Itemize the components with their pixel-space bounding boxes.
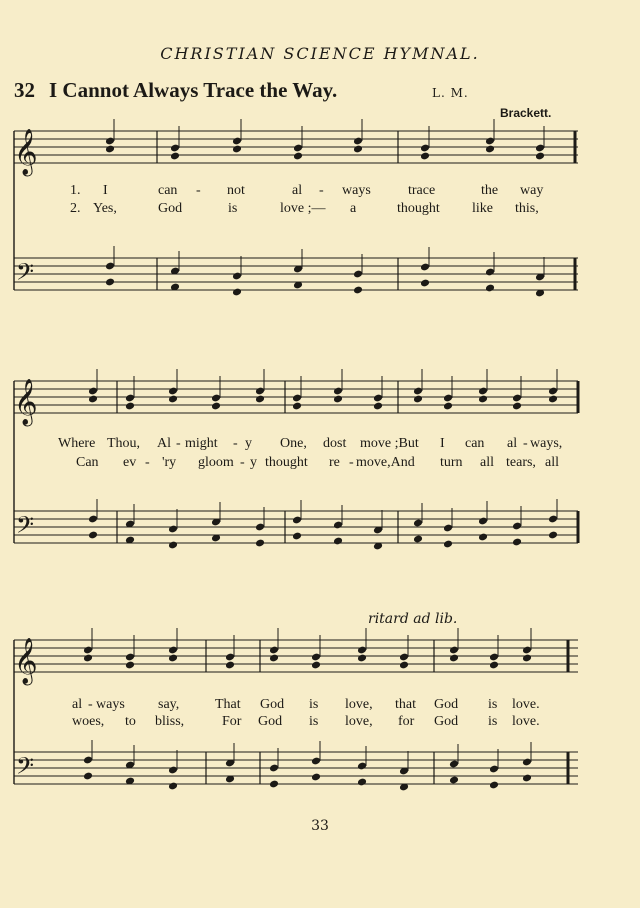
lyric-word: God — [434, 697, 459, 712]
note-head — [311, 661, 321, 670]
note-head — [489, 781, 499, 790]
note-head — [357, 654, 367, 663]
note-head — [211, 402, 221, 411]
note-head — [413, 395, 423, 404]
note-head — [88, 531, 98, 540]
note-head — [269, 654, 279, 663]
lyric-word: love, — [345, 697, 373, 712]
lyric-word: Yes, — [93, 201, 117, 216]
note-head — [373, 402, 383, 411]
note-head — [168, 541, 178, 550]
lyric-word: ways — [96, 697, 125, 712]
note-head — [225, 661, 235, 670]
lyric-word: - — [349, 455, 354, 470]
note-head — [522, 654, 532, 663]
note-head — [168, 654, 178, 663]
hymn-title-text: I Cannot Always Trace the Way. — [49, 78, 338, 102]
note-head — [269, 780, 279, 789]
lyric-word: Al — [157, 436, 171, 451]
note-head — [105, 145, 115, 154]
lyric-word: I — [440, 436, 445, 451]
note-head — [168, 395, 178, 404]
lyric-word: might — [185, 436, 218, 451]
note-head — [522, 774, 532, 783]
lyric-word: bliss, — [155, 714, 185, 729]
treble-clef-icon: 𝄞 — [14, 638, 38, 684]
note-head — [548, 531, 558, 540]
lyric-word: all — [480, 455, 494, 470]
lyric-word: 2. — [70, 201, 81, 216]
note-head — [489, 661, 499, 670]
lyric-word: is — [309, 697, 319, 712]
lyric-word: - — [176, 436, 181, 451]
note-head — [311, 773, 321, 782]
note-head — [292, 532, 302, 541]
lyric-word: dost — [323, 436, 347, 451]
lyric-word: - — [240, 455, 245, 470]
lyric-word: - — [88, 697, 93, 712]
bass-clef-icon: 𝄢 — [16, 258, 35, 291]
lyric-word: love. — [512, 714, 540, 729]
note-head — [125, 402, 135, 411]
tempo-marking: ritard ad lib. — [368, 611, 458, 627]
lyric-word: - — [233, 436, 238, 451]
note-head — [449, 654, 459, 663]
lyric-word: That — [215, 697, 241, 712]
lyric-word: not — [227, 183, 245, 198]
lyric-word: - — [145, 455, 150, 470]
note-head — [353, 286, 363, 295]
lyric-word: ways — [342, 183, 371, 198]
lyric-word: al — [292, 183, 303, 198]
note-head — [420, 279, 430, 288]
note-head — [420, 152, 430, 161]
lyric-word: God — [258, 714, 283, 729]
note-head — [478, 395, 488, 404]
lyric-word: love. — [512, 697, 540, 712]
note-head — [293, 152, 303, 161]
lyric-word: trace — [408, 183, 436, 198]
lyric-word: One, — [280, 436, 307, 451]
lyric-word: can — [158, 183, 178, 198]
treble-clef-icon: 𝄞 — [14, 129, 38, 175]
lyric-word: like — [472, 201, 493, 216]
lyric-word: I — [103, 183, 108, 198]
lyric-word: all — [545, 455, 559, 470]
note-head — [512, 538, 522, 547]
running-header: CHRISTIAN SCIENCE HYMNAL. — [160, 44, 480, 63]
note-head — [449, 776, 459, 785]
lyric-word: ev — [123, 455, 137, 470]
lyric-word: the — [481, 183, 499, 198]
lyric-word: Can — [76, 455, 99, 470]
note-head — [255, 539, 265, 548]
lyric-word: Where — [58, 436, 96, 451]
lyric-word: y — [250, 455, 257, 470]
bass-clef-icon: 𝄢 — [16, 511, 35, 544]
lyric-word: for — [398, 714, 415, 729]
note-head — [485, 284, 495, 293]
note-head — [232, 288, 242, 297]
hymn-number: 32 — [14, 78, 35, 102]
lyric-word: - — [196, 183, 201, 198]
lyric-word: can — [465, 436, 485, 451]
note-head — [485, 145, 495, 154]
lyric-word: thought — [265, 455, 308, 470]
note-head — [399, 661, 409, 670]
note-head — [255, 395, 265, 404]
composer-credit: Brackett. — [500, 106, 552, 120]
note-head — [83, 772, 93, 781]
note-head — [170, 152, 180, 161]
lyric-word: woes, — [72, 714, 105, 729]
note-head — [88, 395, 98, 404]
lyric-word: that — [395, 697, 416, 712]
lyric-word: way — [520, 183, 544, 198]
lyric-word: is — [488, 714, 498, 729]
lyric-word: to — [125, 714, 136, 729]
note-head — [232, 145, 242, 154]
lyric-word: God — [434, 714, 459, 729]
hymn-meter: L. M. — [432, 86, 469, 100]
note-head — [105, 278, 115, 287]
lyric-word: y — [245, 436, 252, 451]
note-head — [535, 152, 545, 161]
lyric-word: 'ry — [162, 455, 177, 470]
lyric-word: move ;But — [360, 436, 419, 451]
lyric-word: al — [507, 436, 518, 451]
note-head — [413, 535, 423, 544]
lyric-word: 1. — [70, 183, 81, 198]
bass-clef-icon: 𝄢 — [16, 752, 35, 785]
lyric-word: God — [260, 697, 285, 712]
note-head — [333, 537, 343, 546]
lyric-word: turn — [440, 455, 463, 470]
lyric-word: al — [72, 697, 83, 712]
note-head — [125, 661, 135, 670]
lyric-word: a — [350, 201, 357, 216]
lyric-word: is — [309, 714, 319, 729]
note-head — [478, 533, 488, 542]
note-head — [443, 402, 453, 411]
lyric-word: God — [158, 201, 183, 216]
lyric-word: - — [523, 436, 528, 451]
lyric-word: love, — [345, 714, 373, 729]
treble-clef-icon: 𝄞 — [14, 379, 38, 425]
note-head — [333, 395, 343, 404]
note-head — [548, 395, 558, 404]
page-number: 33 — [311, 818, 329, 834]
note-head — [353, 145, 363, 154]
note-head — [357, 778, 367, 787]
lyric-word: thought — [397, 201, 440, 216]
lyric-word: re — [329, 455, 340, 470]
lyric-word: gloom — [198, 455, 234, 470]
lyric-word: love ;— — [280, 201, 326, 216]
lyric-word: move,And — [356, 455, 415, 470]
lyric-word: is — [228, 201, 238, 216]
lyric-word: say, — [158, 697, 180, 712]
lyric-word: this, — [515, 201, 539, 216]
lyric-word: ways, — [530, 436, 563, 451]
lyric-word: For — [222, 714, 242, 729]
note-head — [443, 540, 453, 549]
lyric-word: is — [488, 697, 498, 712]
note-head — [83, 654, 93, 663]
lyric-word: - — [319, 183, 324, 198]
lyric-word: Thou, — [107, 436, 141, 451]
lyric-word: tears, — [506, 455, 536, 470]
note-head — [168, 782, 178, 791]
note-head — [292, 402, 302, 411]
note-head — [512, 402, 522, 411]
